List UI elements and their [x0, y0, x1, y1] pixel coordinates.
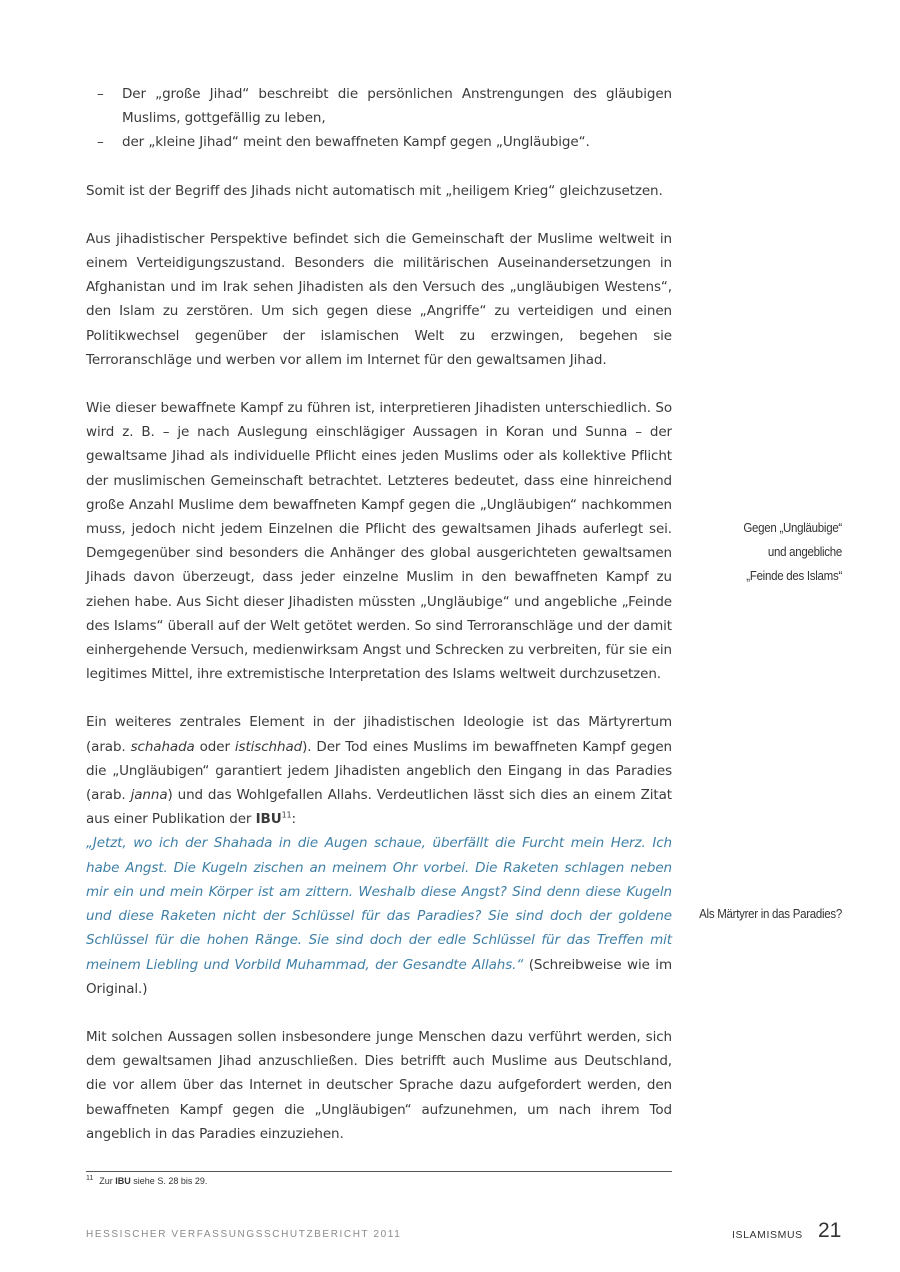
jihad-definition-list: [86, 82, 672, 155]
list-item: [86, 130, 672, 154]
footer-publication-title: HESSISCHER VERFASSUNGSSCHUTZBERICHT 2011: [86, 1229, 402, 1240]
list-dash: –: [97, 86, 104, 102]
main-text-column: [86, 82, 672, 1146]
margin-note-line: „Feinde des Islams“: [746, 569, 842, 583]
footnote-number: 11: [86, 1175, 94, 1182]
text-span: oder: [194, 738, 235, 755]
footnote-bold-term: IBU: [115, 1176, 131, 1186]
footnote-text: Zur: [99, 1176, 116, 1186]
text-span: :: [291, 811, 296, 828]
footnote-reference: 11: [281, 810, 292, 820]
footnote-text: siehe S. 28 bis 29.: [130, 1176, 208, 1186]
text-span: ) und das Wohlgefallen Allahs. Verdeutlichen lässt sich dies an einem Zitat aus einer Publikation der: [86, 787, 672, 828]
margin-note-martyr: [658, 902, 842, 926]
text-span: (Schreibweise wie im Original.): [86, 956, 672, 997]
italic-term: janna: [130, 787, 168, 804]
footer-section-name: ISLAMISMUS: [732, 1229, 803, 1241]
paragraph-armed-struggle: Wie dieser bewaffnete Kampf zu führen ist, interpretieren Jihadisten unterschiedlich. So wird z. B. – je nach Auslegung einschlägiger Aussagen in Koran und Sunna – der gewaltsame Jihad als individuelle Pflicht eines jeden Muslims oder als kollektive Pflicht der muslimischen Gemeinschaft betrachtet. Letzteres bedeutet, dass eine hinreichend große Anzahl Muslime dem bewaffneten Kampf gegen die „Ungläubigen“ nachkommen muss, jedoch nicht jedem Einzelnen die Pflicht des gewaltsamen Jihads auferlegt sei. Demgegenüber sind besonders die Anhänger des global ausgerichteten gewaltsamen Jihads davon überzeugt, dass jeder einzelne Muslim in den bewaffneten Kampf zu ziehen habe. Aus Sicht dieser Jihadisten müssten „Ungläubige“ und angebliche „Feinde des Islams“ überall auf der Welt getötet werden. So sind Terroranschläge und der damit einhergehende Versuch, medienwirksam Angst und Schrecken zu verbreiten, für sie ein legitimes Mittel, ihre extremistische Interpretation des Islams weltweit durchzusetzen.: [86, 400, 672, 683]
list-item-text: der „kleine Jihad“ meint den bewaffneten Kampf gegen „Ungläubige“.: [122, 134, 590, 151]
paragraph-defense-perspective: Aus jihadistischer Perspektive befindet sich die Gemeinschaft der Muslime weltweit in einem Verteidigungszustand. Besonders die militärischen Auseinandersetzungen in Afghanistan und im Irak sehen Jihadisten als den Versuch des „ungläubigen Westens“, den Islam zu zerstören. Um sich gegen diese „Angriffe“ zu verteidigen und einen Politikwechsel gegenüber der islamischen Welt zu erzwingen, begehen sie Terroranschläge und werben vor allem im Internet für den gewaltsamen Jihad.: [86, 230, 672, 368]
italic-term: istischhad: [234, 738, 303, 755]
bold-term: IBU: [255, 811, 282, 828]
margin-note-line: Gegen „Ungläubige“: [743, 521, 842, 535]
paragraph-recruitment: Mit solchen Aussagen sollen insbesondere junge Menschen dazu verführt werden, sich dem gewaltsamen Jihad anzuschließen. Dies betrifft auch Muslime aus Deutschland, die vor allem über das Internet in deutscher Sprache dazu aufgefordert werden, den bewaffneten Kampf gegen die „Ungläubigen“ aufzunehmen, um nach ihrem Tod angeblich in das Paradies einzuziehen.: [86, 1028, 672, 1142]
list-item-text: Der „große Jihad“ beschreibt die persönlichen Anstrengungen des gläubigen Muslims, gottgefällig zu leben,: [122, 86, 672, 127]
page-number: 21: [818, 1219, 842, 1242]
list-dash: –: [97, 134, 104, 151]
text-span: Ein weiteres zentrales Element in der jihadistischen Ideologie ist das Märtyrertum (arab.: [86, 714, 672, 755]
footnote: [86, 1175, 207, 1187]
highlighted-quote: „Jetzt, wo ich der Shahada in die Augen schaue, überfällt die Furcht mein Herz. Ich habe Angst. Die Kugeln zischen an meinem Ohr vorbei. Die Raketen schlagen neben mir ein und mein Körper ist am zittern. Weshalb diese Angst? Sind denn diese Kugeln und diese Raketen nicht der Schlüssel für das Paradies? Sie sind doch der goldene Schlüssel für die hohen Ränge. Sie sind doch der edle Schlüssel für das Treffen mit meinem Liebling und Vorbild Muhammad, der Gesandte Allahs.“: [86, 835, 672, 973]
italic-term: schahada: [130, 738, 195, 755]
margin-note-line: und angebliche: [767, 545, 842, 559]
list-item: [86, 82, 672, 130]
margin-note-unbelievers: [658, 516, 842, 588]
footnote-divider: [86, 1171, 672, 1172]
paragraph-martyrdom: [86, 710, 672, 1000]
margin-note-line: Als Märtyrer in das Paradies?: [699, 907, 842, 921]
text-span: ). Der Tod eines Muslims im bewaffneten Kampf gegen die „Ungläubigen“ garantiert jedem Jihadisten angeblich den Eingang in das Paradies (arab.: [86, 738, 672, 804]
paragraph-jihad-definition: Somit ist der Begriff des Jihads nicht automatisch mit „heiligem Krieg“ gleichzusetzen.: [86, 182, 663, 199]
